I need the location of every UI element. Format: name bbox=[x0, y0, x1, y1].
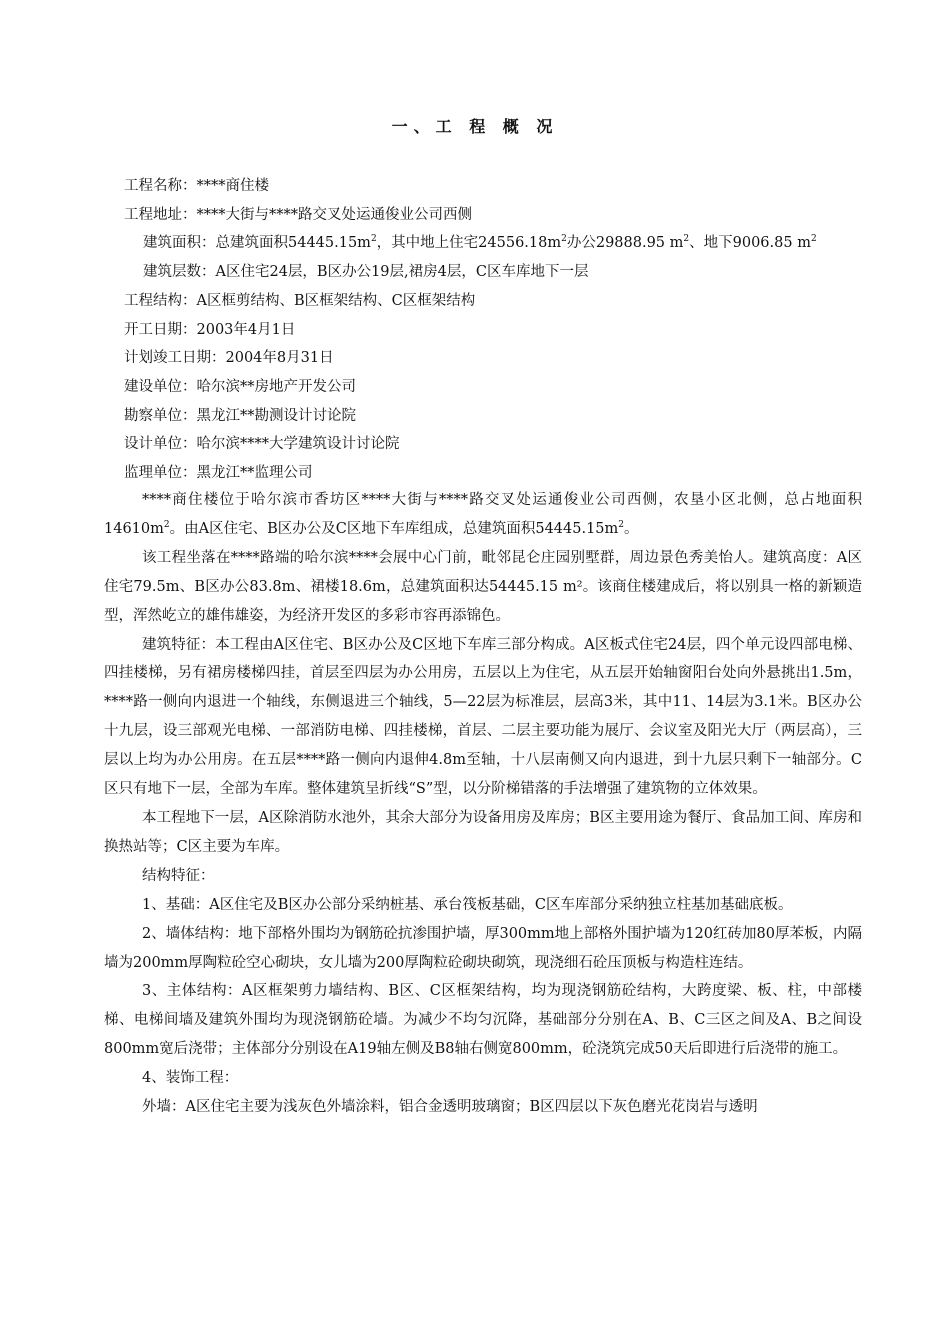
paragraph-exterior: 外墙：A区住宅主要为浅灰色外墙涂料，铝合金透明玻璃窗；B区四层以下灰色磨光花岗岩与透明 bbox=[142, 1099, 758, 1116]
project-name: 工程名称：****商住楼 bbox=[124, 178, 269, 194]
project-floors: 建筑层数：A区住宅24层，B区办公19层,裙房4层，C区车库地下一层 bbox=[143, 264, 589, 281]
body-text bbox=[104, 486, 862, 1122]
paragraph-foundation: 1、基础：A区住宅及B区办公部分采纳桩基、承台筏板基础，C区车库部分采纳独立柱基加基础底板。 bbox=[142, 896, 793, 913]
paragraph-architecture: 建筑特征：本工程由A区住宅、B区办公及C区地下车库三部分构成。A区板式住宅24层，四个单元设四部电梯、四挂楼梯，另有裙房楼梯四挂，首层至四层为办公用房，五层以上为住宅，从五层开始轴窗阳台处向外悬挑出1.5m，****路一侧向内退进一个轴线，东侧退进三个轴线，5—22层为标准层，层高3米，其中11、14层为3.1米。B区办公十九层，设三部观光电梯、一部消防电梯、四挂楼梯，首层、二层主要功能为展厅、会议室及阳光大厅（两层高），三层以上均为办公用房。在五层****路一侧向内退伸4.8m至轴，十八层南侧又向内退进，到十九层只剩下一轴部分。C区只有地下一层，全部为车库。整体建筑呈折线“S”型，以分阶梯错落的手法增强了建筑物的立体效果。 bbox=[104, 636, 862, 798]
paragraph-decoration-heading: 4、装饰工程： bbox=[142, 1070, 239, 1087]
project-supervisor: 监理单位：黑龙江**监理公司 bbox=[124, 465, 313, 482]
project-finish-date: 计划竣工日期：2004年8月31日 bbox=[124, 350, 334, 367]
paragraph-structure-heading: 结构特征： bbox=[142, 867, 215, 884]
project-info bbox=[124, 172, 817, 488]
paragraph-walls: 2、墙体结构：地下部格外围均为钢筋砼抗渗围护墙，厚300mm地上部格外围护墙为120红砖加80厚苯板，内隔墙为200mm厚陶粒砼空心砌块，女儿墙为200厚陶粒砼砌块砌筑，现浇细石砼压顶板与构造柱连结。 bbox=[104, 925, 862, 971]
paragraph-main-structure: 3、主体结构：A区框架剪力墙结构、B区、C区框架结构，均为现浇钢筋砼结构，大跨度梁、板、柱，中部楼梯、电梯间墙及建筑外围均为现浇钢筋砼墙。为减少不均匀沉降，基础部分分别在A、B、C三区之间及A、B之间设800mm宽后浇带；主体部分分别设在A19轴左侧及B8轴右侧宽800mm，砼浇筑完成50天后即进行后浇带的施工。 bbox=[104, 983, 862, 1058]
section-title: 一、工 程 概 况 bbox=[391, 117, 559, 136]
paragraph-location: ****商住楼位于哈尔滨市香坊区****大街与****路交叉处运通俊业公司西侧，农垦小区北侧，总占地面积$14610m^2$。由A区住宅、B区办公及C区地下车库组成，总建筑面积$54445.15m^2$。 bbox=[104, 492, 862, 537]
project-builder: 建设单位：哈尔滨**房地产开发公司 bbox=[124, 378, 356, 395]
project-structure: 工程结构：A区框剪结构、B区框架结构、C区框架结构 bbox=[124, 292, 476, 309]
project-start-date: 开工日期：2003年4月1日 bbox=[124, 321, 296, 338]
paragraph-basement: 本工程地下一层，A区除消防水池外，其余大部分为设备用房及库房；B区主要用途为餐厅、食品加工间、库房和换热站等；C区主要为车库。 bbox=[104, 809, 862, 855]
project-area: 建筑面积：总建筑面积$54445.15m^2$，其中地上住宅$24556.18m^2$办公29888.95 $m^2$、地下9006.85 $m^2$ bbox=[143, 234, 817, 252]
project-survey: 勘察单位：黑龙江**勘测设计讨论院 bbox=[124, 407, 356, 424]
paragraph-overview: 该工程坐落在****路端的哈尔滨****会展中心门前，毗邻昆仑庄园别墅群，周边景色秀美怡人。建筑高度：A区住宅79.5m、B区办公83.8m、裙楼18.6m，总建筑面积达54445.15 m²。该商住楼建成后，将以别具一格的新颖造型，浑然屹立的雄伟雄姿，为经济开发区的多彩市容再添锦色。 bbox=[104, 549, 862, 624]
project-address: 工程地址：****大街与****路交叉处运通俊业公司西侧 bbox=[124, 206, 472, 223]
project-design: 设计单位：哈尔滨****大学建筑设计讨论院 bbox=[124, 436, 400, 453]
